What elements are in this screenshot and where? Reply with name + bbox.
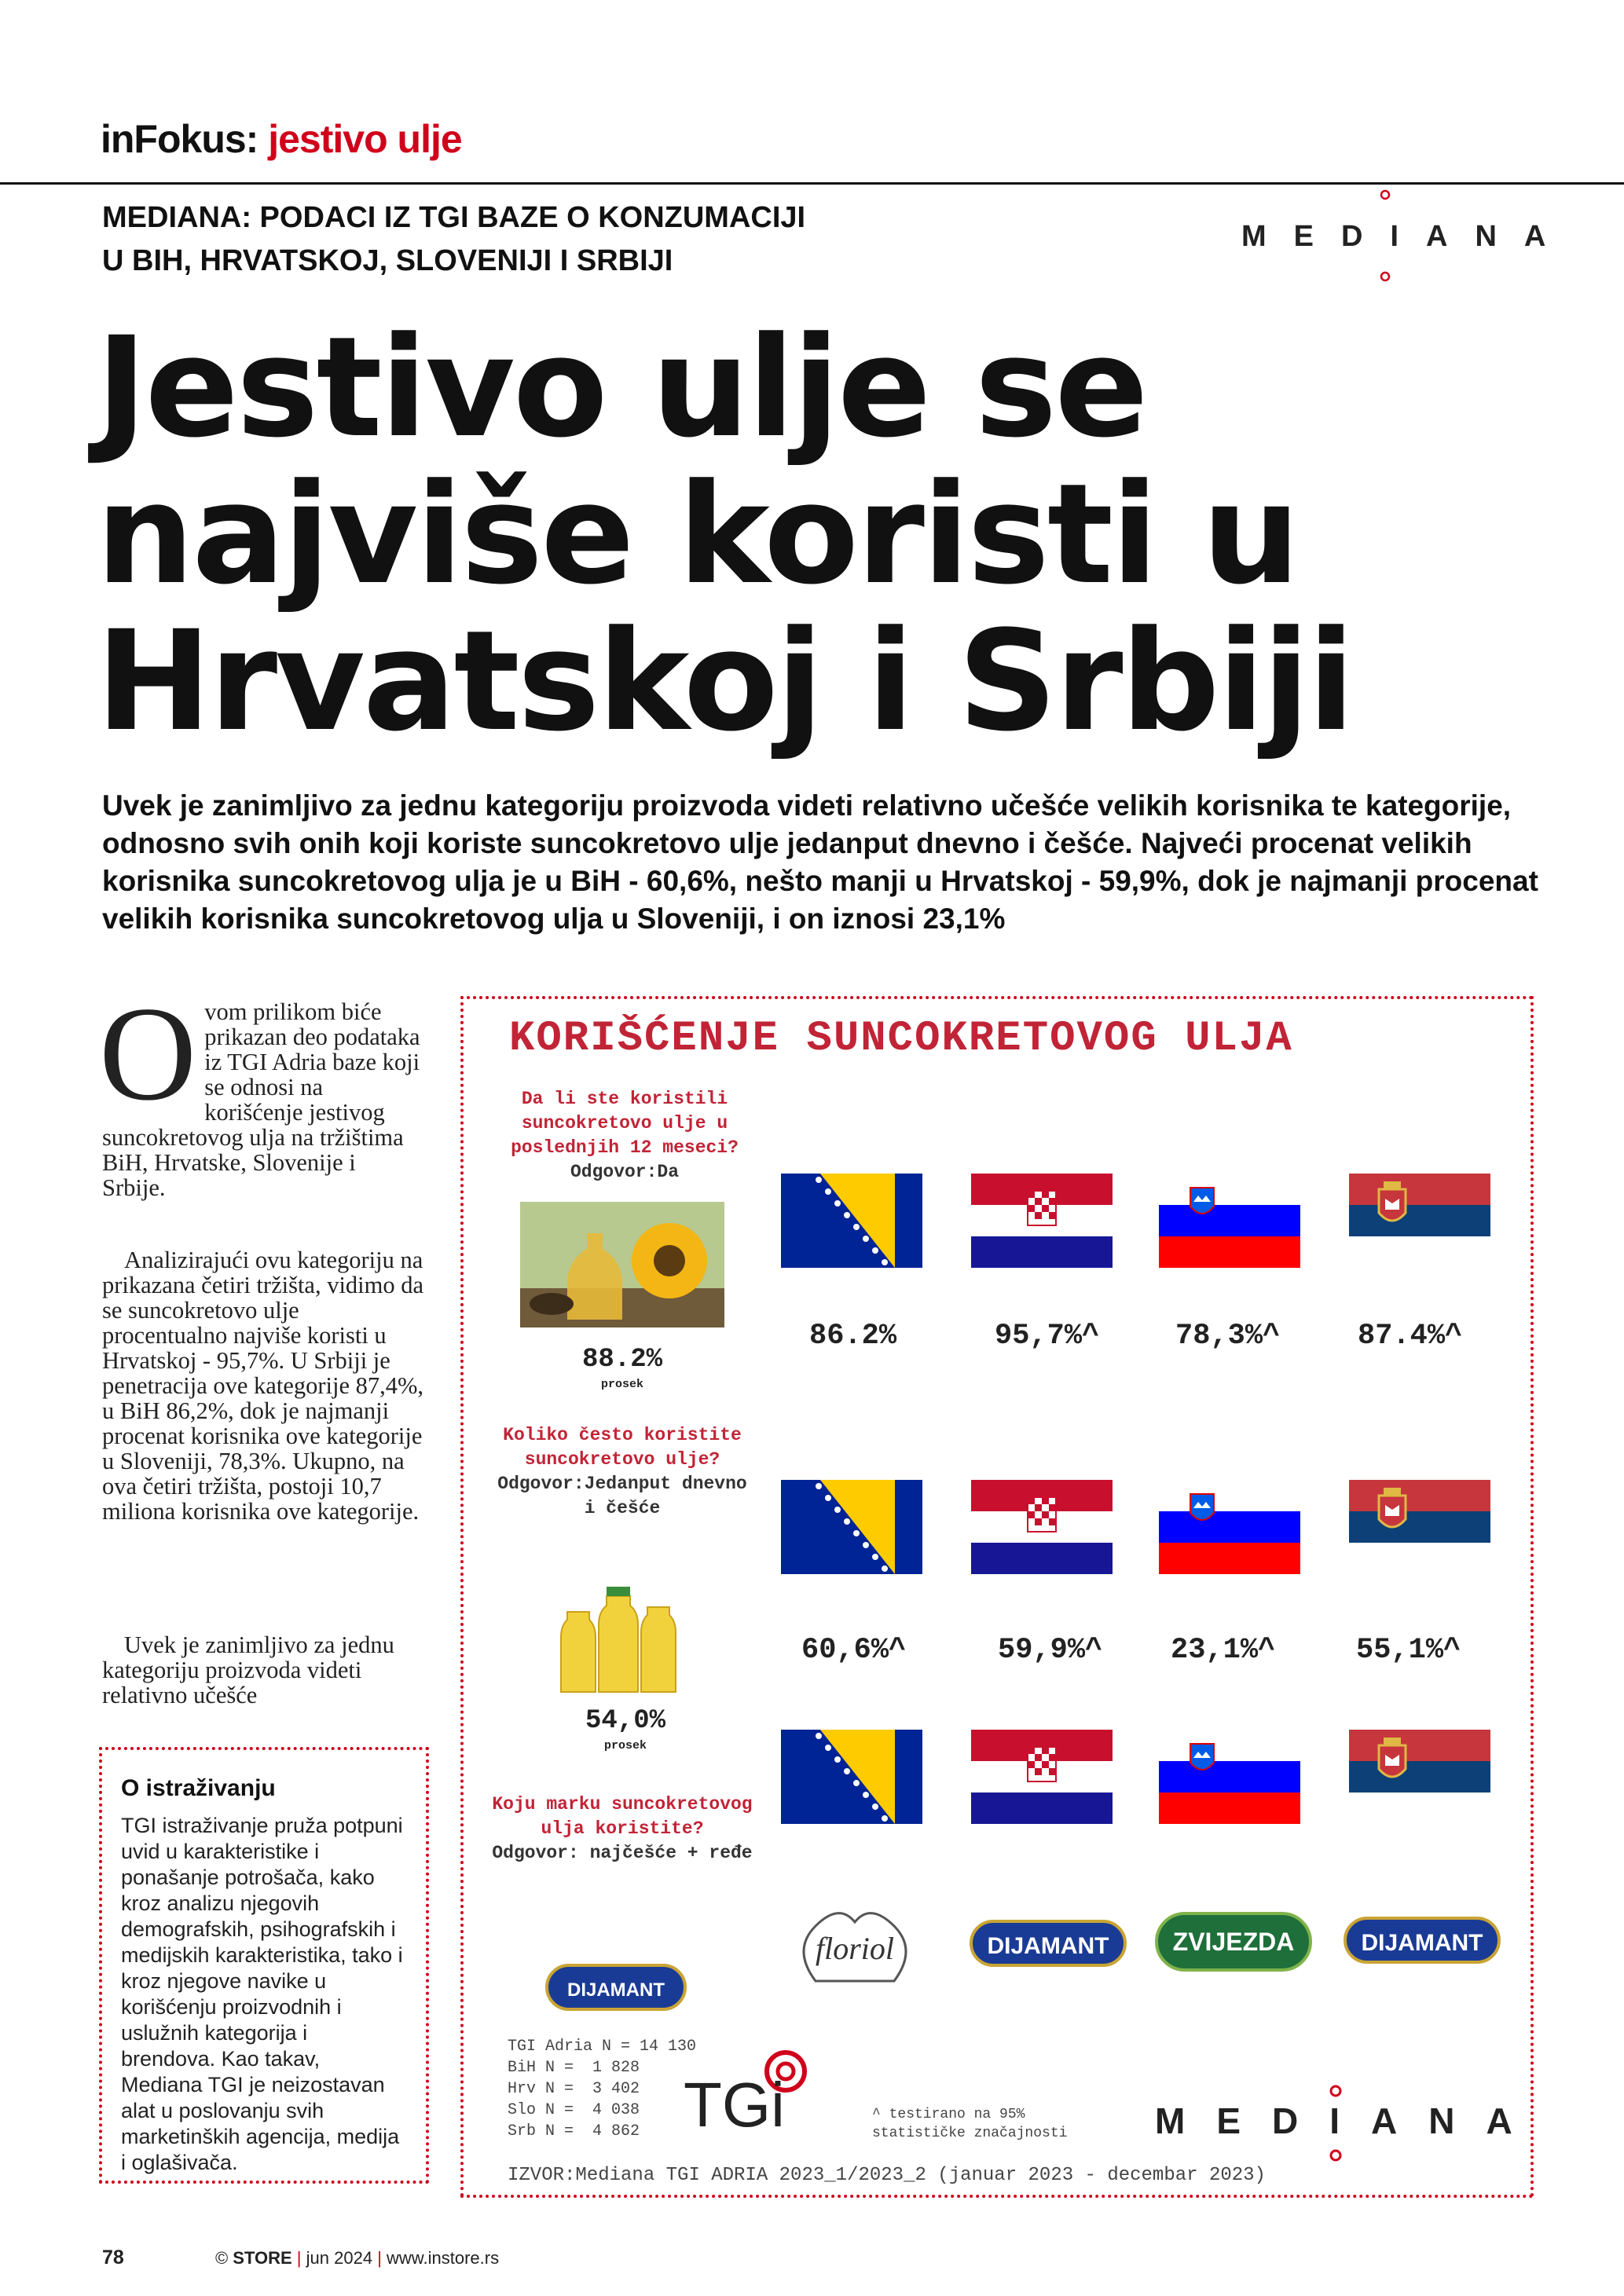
q2-value-bih: 60,6%^ [801, 1634, 907, 1667]
question-1-average-label: prosek [600, 1378, 643, 1391]
q1-value-bih: 86.2% [809, 1320, 897, 1353]
question-1-answer: Odgovor:Da [570, 1162, 680, 1182]
question-3-text: Koju marku suncokretovog ulja koristite? [492, 1794, 753, 1839]
flag-serbia [1349, 1174, 1490, 1268]
infographic-title: KORIŠĆENJE SUNCOKRETOVOG ULJA [509, 1015, 1293, 1063]
flag-bih [781, 1730, 922, 1824]
question-1-average-value: 88.2% [581, 1345, 663, 1375]
flag-slovenia [1159, 1730, 1300, 1824]
question-2-average-label: prosek [603, 1739, 647, 1752]
dropcap: O [99, 980, 197, 1129]
brand-logo-floriol [792, 1902, 918, 1989]
body-paragraph-1-text: vom prilikom biće prikazan deo podataka iz TGI Adria baze koji se odnosi na korišćenje jestivog suncokretovog ulja na tržištima BiH, Hrvatske, Slovenije i Srbije. [102, 998, 420, 1201]
magazine-logo-icon: © [214, 2248, 229, 2268]
website-link[interactable]: www.instore.rs [387, 2248, 500, 2268]
body-paragraph-2: Analizirajući ovu kategoriju na prikazana četiri tržišta, vidimo da se suncokretovo ulje procentualno najviše koristi u Hrvatskoj - 95,7%. U Srbiji je penetracija ove kategorije 87,4%, u BiH 86,2%, dok je najmanji procenat korisnika ove kategorije u Sloveniji, 78,3%. Ukupno, na ova četiri tržišta, postoji 10,7 miliona korisnika ove kategorije. [102, 1247, 424, 1525]
brand-logo-dijamant: DIJAMANT [1344, 1917, 1501, 1964]
lead-paragraph: Uvek je zanimljivo za jednu kategoriju proizvoda videti relativno učešće velikih korisnika te kategorije, odnosno svih onih koji koriste suncokretovo ulje jedanput dnevno i češće. Najveći procenat velikih korisnika suncokretovog ulja je u BiH - 60,6%, nešto manji u Hrvatskoj - 59,9%, dok je najmanji procenat velikih korisnika suncokretovog ulja u Sloveniji, i on iznosi 23,1% [102, 789, 1538, 935]
flag-serbia [1349, 1730, 1490, 1824]
body-paragraph-3: Uvek je zanimljivo za jednu kategoriju proizvoda videti relativno učešće [102, 1631, 394, 1708]
question-1-text: Da li ste koristili suncokretovo ulje u poslednjih 12 meseci? [511, 1089, 739, 1158]
flag-slovenia [1159, 1480, 1300, 1574]
q1-value-croatia: 95,7%^ [995, 1320, 1100, 1353]
flag-slovenia [1159, 1174, 1300, 1268]
page-footer: 78 © STORE | jun 2024 | www.instore.rs [102, 2247, 500, 2269]
question-3 [489, 1792, 756, 1866]
about-research-title: O istraživanju [121, 1775, 276, 1801]
section-label: inFokus: [101, 117, 258, 161]
mediana-logo [1155, 2083, 1544, 2162]
question-1-average [544, 1345, 701, 1391]
question-2-average [547, 1706, 704, 1752]
issue-date: jun 2024 [306, 2248, 373, 2268]
headline [96, 307, 1432, 762]
q1-value-serbia: 87.4%^ [1358, 1320, 1463, 1353]
question-1 [495, 1087, 754, 1185]
flag-bih [781, 1480, 922, 1574]
header-divider [0, 182, 1624, 185]
headline-line: najviše koristi u [96, 454, 1298, 615]
infographic [460, 996, 1544, 2198]
sample-sizes: TGI Adria N = 14 130 BiH N = 1 828 Hrv N = 3 402 Slo N = 4 038 Srb N = 4 862 [508, 2038, 697, 2140]
magazine-name: STORE [233, 2248, 292, 2268]
brand-logo-dijamant: DIJAMANT [545, 1964, 687, 2011]
significance-note: ^ testirano na 95% statističke značajnosti [872, 2107, 1068, 2141]
question-3-answer: Odgovor: najčešće + ređe [492, 1843, 753, 1863]
body-paragraph-1 [99, 980, 424, 1201]
question-2-text: Koliko često koristite suncokretovo ulje? [503, 1425, 742, 1470]
mediana-logo-text: MEDIANA [1155, 2100, 1544, 2141]
oil-bottles-photo [552, 1580, 693, 1698]
question-2 [489, 1423, 756, 1521]
tgi-logo-text: TGi [684, 2070, 785, 2140]
mediana-logo [1241, 189, 1574, 283]
flag-croatia [971, 1730, 1113, 1824]
question-2-average-value: 54,0% [585, 1706, 666, 1736]
q1-value-slovenia: 78,3%^ [1175, 1320, 1281, 1353]
section-tag [101, 116, 462, 162]
flag-croatia [971, 1174, 1113, 1268]
flag-serbia [1349, 1480, 1490, 1574]
brand-logo-floriol-text: floriol [815, 1931, 895, 1966]
about-research-text: TGI istraživanje pruža potpuni uvid u karakteristike i ponašanje potrošača, kako kroz analizu njegovih demografskih, psihografskih i medijskih karakteristika, tako i kroz njegove navike u korišćenju proizvodnih i uslužnih kategorija i brendova. Kao takav, Mediana TGI je neizostavan alat u poslovanju svih marketinških agencija, medija i oglašivača. [121, 1814, 403, 2174]
about-research-box [99, 1747, 429, 2184]
sunflower-oil-photo [520, 1202, 724, 1327]
brand-logo-dijamant: DIJAMANT [970, 1920, 1127, 1967]
tgi-logo [684, 2048, 825, 2140]
brand-logo-zvijezda: ZVIJEZDA [1155, 1912, 1312, 1972]
page-number: 78 [102, 2247, 124, 2269]
section-topic: jestivo ulje [268, 117, 462, 161]
question-2-answer: Odgovor:Jedanput dnevno i češće [497, 1474, 747, 1518]
mediana-logo-text: MEDIANA [1241, 220, 1574, 253]
source-line: IZVOR:Mediana TGI ADRIA 2023_1/2023_2 (januar 2023 - decembar 2023) [508, 2165, 1266, 2186]
kicker: MEDIANA: PODACI IZ TGI BAZE O KONZUMACIJI U BIH, HRVATSKOJ, SLOVENIJI I SRBIJI [102, 201, 806, 277]
q2-value-slovenia: 23,1%^ [1171, 1634, 1276, 1667]
headline-line: Jestivo ulje se [96, 307, 1146, 468]
flag-bih [781, 1174, 922, 1268]
flag-croatia [971, 1480, 1113, 1574]
headline-line: Hrvatskoj i Srbiji [96, 601, 1353, 762]
q2-value-serbia: 55,1%^ [1356, 1634, 1461, 1667]
q2-value-croatia: 59,9%^ [998, 1634, 1103, 1667]
